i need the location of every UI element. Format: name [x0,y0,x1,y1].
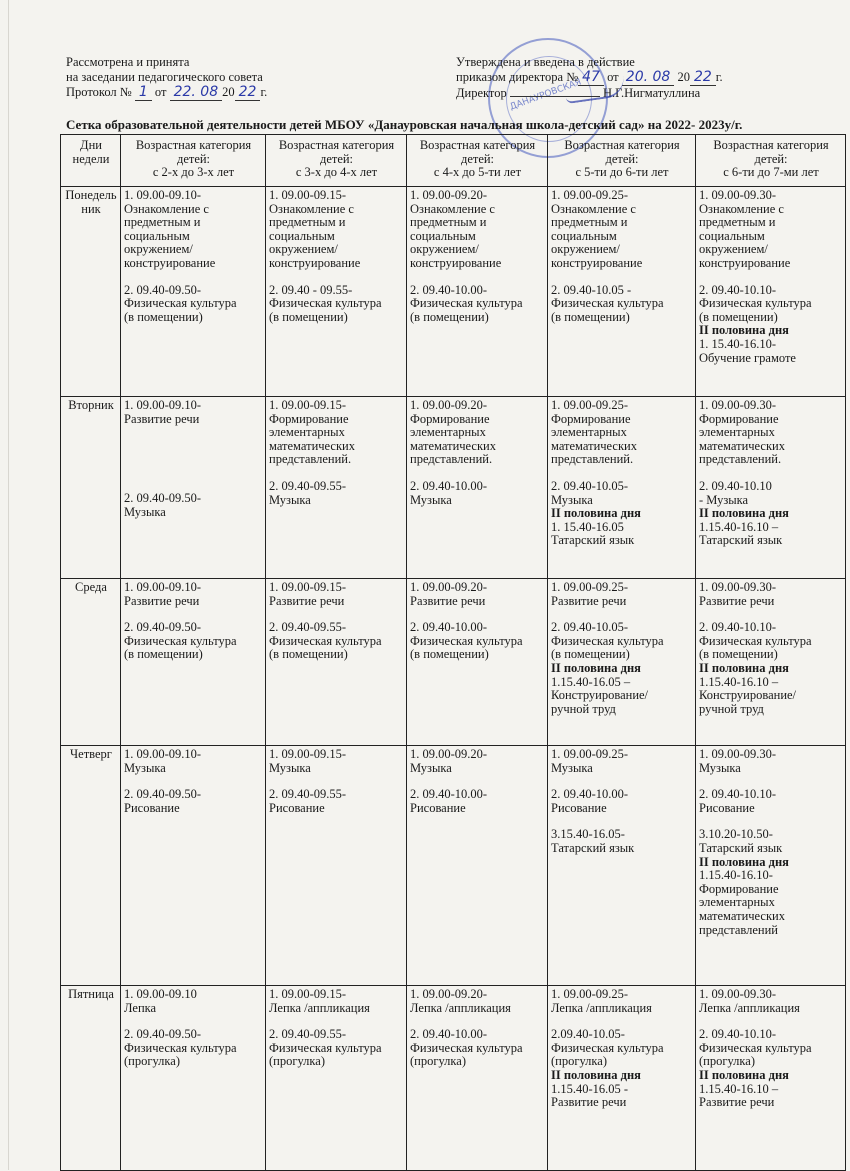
protocol-year: 22 [235,84,261,101]
cell-text-line: 1. 09.00-09.20- [410,747,488,761]
cell-text-line: 1. 15.40-16.10- [699,336,777,351]
cell-text-line: 1. 09.00-09.25- [551,398,629,412]
cell-text-line: 1. 09.00-09.25- [551,987,629,1001]
cell-text-line: 2. 09.40-10.05 - [551,282,632,297]
protocol-number: 1 [135,84,152,101]
cell-tue-5-6 [548,397,696,579]
cell-mon-6-7 [696,187,846,397]
col-header-age-3-4 [266,135,407,187]
protocol-line: Протокол № 1 от 22. 08 20 22 г. [66,84,268,100]
cell-text-line: 2. 09.40-09.50- [124,1027,202,1042]
cell-text-line: детей: [605,151,639,166]
cell-mon-4-5 [407,187,548,397]
cell-text-line: 3.15.40-16.05- [551,827,625,842]
cell-text-line: Музыка [410,760,452,775]
cell-wed-2-3 [121,579,266,746]
order-line: приказом директора № 47 от 20. 08 20 22 г. [456,69,723,85]
cell-text-line: Лепка /аппликация [699,1000,800,1015]
cell-text-line: Физическая культура [699,1040,812,1055]
table-row-friday [61,986,846,1171]
cell-fri-5-6 [548,986,696,1171]
cell-text-line: 3.10.20-10.50- [699,827,773,842]
cell-text-line: Конструирование/ [699,688,797,703]
cell-text-line: конструирование [699,255,791,270]
second-half-label: II половина дня [699,1067,789,1082]
cell-text-line: Физическая культура [410,296,523,311]
spacer [551,271,693,284]
cell-text-line: социальным [551,228,617,243]
cell-text-line: Физическая культура [699,296,812,311]
cell-text-line: Татарский язык [551,533,635,548]
cell-text-line: Лепка [124,1000,157,1015]
cell-text-line: 1. 09.00-09.30- [699,580,777,594]
col-header-age-5-6 [548,135,696,187]
cell-text-line: Развитие речи [551,593,627,608]
cell-text-line: 2. 09.40-10.00- [410,620,488,635]
cell-text-line: 2. 09.40-09.50- [124,787,202,802]
cell-text-line: представлений. [410,452,493,467]
cell-text-line: 2. 09.40-10.10- [699,1027,777,1042]
table-row-thursday [61,746,846,986]
cell-text-line: социальным [269,228,335,243]
cell-text-line: Формирование [410,411,490,426]
cell-text-line: 2. 09.40-09.50- [124,282,202,297]
cell-text-line: (в помещении) [551,309,630,324]
cell-text-line: Музыка [269,760,311,775]
cell-text-line: Формирование [551,411,631,426]
cell-text-line: 1. 09.00-09.20- [410,188,488,202]
second-half-label: II половина дня [699,660,789,675]
cell-text-line: (в помещении) [699,647,778,662]
day-wednesday: Среда [61,579,121,746]
cell-text-line: 2. 09.40-10.10- [699,282,777,297]
cell-text-line: 2. 09.40-10.00- [410,1027,488,1042]
cell-text-line: Физическая культура [551,1040,664,1055]
director-line: Директор Н.Г.Нигматуллина [456,86,701,100]
cell-wed-3-4 [266,579,407,746]
cell-text-line: 2. 09.40-10.00- [410,478,488,493]
approval-block-left [66,55,267,100]
cell-text-line: 2. 09.40-09.50- [124,620,202,635]
cell-text-line: Развитие речи [410,593,486,608]
cell-text-line: математических [699,908,785,923]
cell-text-line: представлений. [699,452,782,467]
cell-text-line: 1. 09.00-09.15- [269,398,347,412]
second-half-label: II половина дня [699,506,789,521]
header-row [61,135,846,187]
cell-text-line: 2. 09.40-10.10 [699,478,772,493]
cell-text-line: Музыка [124,760,166,775]
col-header-age-4-5 [407,135,548,187]
page-edge [8,0,9,1170]
cell-text-line: (в помещении) [269,309,348,324]
cell-fri-2-3 [121,986,266,1171]
schedule-table [60,134,846,1171]
cell-text-line: с 6-ти до 7-ми лет [723,165,819,180]
cell-text-line: математических [551,438,637,453]
cell-text-line: 1. 09.00-09.15- [269,987,347,1001]
cell-text-line: Рисование [124,800,180,815]
cell-text-line: конструирование [124,255,216,270]
cell-text-line: математических [410,438,496,453]
cell-tue-3-4 [266,397,407,579]
cell-thu-6-7 [696,746,846,986]
cell-text-line: (прогулка) [410,1054,467,1069]
cell-text-line: (в помещении) [269,647,348,662]
cell-text-line: Лепка /аппликация [410,1000,511,1015]
cell-mon-3-4 [266,187,407,397]
table-row-wednesday [61,579,846,746]
cell-tue-6-7 [696,397,846,579]
cell-text-line: 2. 09.40-09.55- [269,478,347,493]
approval-line-2: на заседании педагогического совета [66,70,263,84]
cell-text-line: окружением/ [269,242,338,257]
day-monday: Понедель ник [61,187,121,397]
spacer [699,271,843,284]
cell-text-line: Конструирование/ [551,688,649,703]
cell-text-line: Физическая культура [699,633,812,648]
cell-text-line: Лепка /аппликация [269,1000,370,1015]
cell-text-line: 1. 09.00-09.25- [551,580,629,594]
cell-text-line: 1. 09.00-09.15- [269,747,347,761]
cell-text-line: (прогулка) [699,1054,756,1069]
cell-text-line: с 4-х до 5-ти лет [433,165,522,180]
cell-text-line: 1. 09.00-09.30- [699,747,777,761]
cell-text-line: Формирование [269,411,349,426]
cell-text-line: окружением/ [124,242,193,257]
cell-text-line: Возрастная категория [713,138,829,152]
cell-tue-2-3 [121,397,266,579]
col-header-days [61,135,121,187]
cell-thu-2-3 [121,746,266,986]
spacer [124,426,263,466]
cell-text-line: элементарных [699,425,775,440]
cell-text-line: Физическая культура [410,633,523,648]
cell-text-line: элементарных [551,425,627,440]
cell-text-line: Развитие речи [124,593,200,608]
second-half-label: II половина дня [551,506,641,521]
order-number: 47 [578,69,604,86]
cell-text-line: ручной труд [551,701,616,716]
day-friday: Пятница [61,986,121,1171]
cell-text-line: Ознакомление с [124,201,209,216]
cell-text-line: 1.15.40-16.05 – [551,674,631,689]
cell-text-line: 2. 09.40-09.55- [269,787,347,802]
cell-mon-2-3 [121,187,266,397]
table-row-monday [61,187,846,397]
cell-text-line: 1. 09.00-09.30- [699,188,777,202]
cell-text-line: (в помещении) [699,309,778,324]
col-header-age-2-3 [121,135,266,187]
cell-text-line: детей: [460,151,495,166]
cell-text-line: социальным [699,228,765,243]
cell-text-line: Развитие речи [269,593,345,608]
cell-text-line: (прогулка) [551,1054,608,1069]
cell-text-line: Физическая культура [269,633,382,648]
cell-text-line: 1. 09.00-09.10- [124,398,202,412]
approval-line-1: Рассмотрена и принята [66,55,190,69]
cell-text-line: (в помещении) [410,309,489,324]
cell-text-line: Лепка /аппликация [551,1000,652,1015]
cell-text-line: Физическая культура [551,633,664,648]
cell-text-line: 1. 15.40-16.05 [551,519,624,534]
cell-text-line: 2. 09.40-10.00- [410,282,488,297]
spacer [410,271,545,284]
cell-text-line: 2. 09.40 - 09.55- [269,282,353,297]
spacer [124,466,263,492]
cell-text-line: Музыка [551,760,593,775]
cell-text-line: Ознакомление с [269,201,354,216]
cell-text-line: социальным [410,228,476,243]
cell-text-line: 1. 09.00-09.20- [410,580,488,594]
cell-text-line: Физическая культура [269,1040,382,1055]
cell-wed-5-6 [548,579,696,746]
cell-text-line: 1. 09.00-09.15- [269,580,347,594]
cell-text-line: (в помещении) [551,647,630,662]
cell-text-line: Музыка [124,504,166,519]
cell-text-line: Музыка [699,760,741,775]
cell-text-line: с 5-ти до 6-ти лет [575,165,669,180]
approved-line-1: Утверждена и введена в действие [456,55,635,69]
cell-text-line: Татарский язык [551,840,635,855]
cell-text-line: Физическая культура [124,633,237,648]
cell-text-line: детей: [176,151,211,166]
second-half-label: II половина дня [551,1067,641,1082]
cell-text-line: конструирование [269,255,361,270]
cell-text-line: Физическая культура [124,1040,237,1055]
cell-text-line: 1. 09.00-09.30- [699,987,777,1001]
cell-text-line: предметным и [410,215,487,230]
cell-text-line: предметным и [124,215,201,230]
cell-text-line: Ознакомление с [410,201,495,216]
cell-text-line: 1. 09.00-09.25- [551,747,629,761]
cell-text-line: Ознакомление с [551,201,636,216]
cell-text-line: Рисование [551,800,607,815]
cell-text-line: 2. 09.40-10.05- [551,620,629,635]
cell-text-line: математических [699,438,785,453]
day-tuesday: Вторник [61,397,121,579]
cell-text-line: 1. 09.00-09.20- [410,398,488,412]
cell-text-line: (прогулка) [269,1054,326,1069]
cell-text-line: 1.15.40-16.10 – [699,1081,779,1096]
cell-text-line: 1. 09.00-09.20- [410,987,488,1001]
second-half-label: II половина дня [551,660,641,675]
cell-text-line: Музыка [410,492,452,507]
cell-text-line: Возрастная категория [278,138,395,152]
cell-text-line: (в помещении) [410,647,489,662]
cell-text-line: 1.15.40-16.10 – [699,674,779,689]
order-year: 22 [690,69,716,86]
cell-text-line: Развитие речи [699,1095,775,1110]
cell-text-line: Физическая культура [551,296,664,311]
second-half-label: II половина дня [699,854,789,869]
stamp-text: ДАНАУРОВСКАЯ [508,77,583,113]
cell-text-line: предметным и [699,215,776,230]
cell-text-line: социальным [124,228,190,243]
cell-text-line: Возрастная категория [135,138,252,152]
cell-text-line: окружением/ [699,242,768,257]
cell-thu-3-4 [266,746,407,986]
cell-text-line: Рисование [410,800,466,815]
protocol-date: 22. 08 [170,84,223,101]
table-row-tuesday [61,397,846,579]
cell-text-line: 1. 09.00-09.10- [124,747,202,761]
cell-text-line: 2. 09.40-10.10- [699,620,777,635]
cell-text-line: представлений. [269,452,352,467]
cell-text-line: предметным и [269,215,346,230]
cell-text-line: - Музыка [699,492,749,507]
cell-wed-6-7 [696,579,846,746]
cell-text-line: окружением/ [551,242,620,257]
cell-text-line: детей: [319,151,354,166]
cell-text-line: 2.09.40-10.05- [551,1027,625,1042]
cell-text-line: с 2-х до 3-х лет [152,165,235,180]
cell-text-line: (в помещении) [124,647,203,662]
spacer [269,271,404,284]
cell-text-line: Формирование [699,411,779,426]
cell-text-line: представлений [699,922,778,937]
col-header-age-6-7 [696,135,846,187]
cell-text-line: представлений. [551,452,634,467]
director-name: Н.Г.Нигматуллина [602,86,701,100]
cell-text-line: 2. 09.40-09.55- [269,620,347,635]
cell-text-line: 1.15.40-16.10 – [699,519,779,534]
cell-text-line: 2. 09.40-10.05- [551,478,629,493]
cell-text-line: конструирование [551,255,643,270]
cell-text-line: Физическая культура [269,296,382,311]
cell-text-line: Ознакомление с [699,201,784,216]
cell-text-line: Развитие речи [124,411,200,426]
cell-thu-4-5 [407,746,548,986]
cell-fri-3-4 [266,986,407,1171]
cell-tue-4-5 [407,397,548,579]
cell-text-line: 2. 09.40-09.55- [269,1027,347,1042]
cell-text-line: 1. 09.00-09.10 [124,987,197,1001]
cell-text-line: Музыка [269,492,311,507]
cell-text-line: 1.15.40-16.10- [699,868,773,883]
cell-text-line: Рисование [699,800,755,815]
cell-text-line: Развитие речи [699,593,775,608]
cell-text-line: недели [72,151,110,166]
cell-text-line: 2. 09.40-10.10- [699,787,777,802]
cell-text-line: Татарский язык [699,533,783,548]
cell-text-line: ручной труд [699,701,764,716]
cell-text-line: Татарский язык [699,840,783,855]
cell-text-line: 2. 09.40-09.50- [124,491,202,506]
cell-text-line: (в помещении) [124,309,203,324]
cell-text-line: окружением/ [410,242,479,257]
cell-text-line: Формирование [699,881,779,896]
cell-text-line: элементарных [699,895,775,910]
cell-text-line: Физическая культура [124,296,237,311]
cell-fri-6-7 [696,986,846,1171]
cell-mon-5-6 [548,187,696,397]
cell-text-line: Возрастная категория [564,138,680,152]
cell-text-line: 2. 09.40-10.00- [551,787,629,802]
cell-text-line: предметным и [551,215,628,230]
cell-text-line: 1. 09.00-09.10- [124,580,202,594]
cell-text-line: Обучение грамоте [699,350,796,365]
cell-text-line: Музыка [551,492,593,507]
cell-text-line: 1. 09.00-09.10- [124,188,202,202]
cell-text-line: Дни [80,138,102,152]
cell-text-line: Рисование [269,800,325,815]
cell-thu-5-6 [548,746,696,986]
cell-text-line: элементарных [410,425,486,440]
cell-text-line: 1. 09.00-09.15- [269,188,347,202]
cell-text-line: конструирование [410,255,502,270]
cell-text-line: с 3-х до 4-х лет [295,165,378,180]
cell-text-line: Физическая культура [410,1040,523,1055]
cell-fri-4-5 [407,986,548,1171]
day-thursday: Четверг [61,746,121,986]
second-half-label: II половина дня [699,323,789,338]
document-title: Сетка образовательной деятельности детей МБОУ «Данауровская начальная школа-детский сад» на 2022- 2023у/г. [66,117,743,132]
order-date: 20. 08 [622,69,675,86]
cell-text-line: Развитие речи [551,1095,627,1110]
spacer [124,271,263,284]
cell-text-line: (прогулка) [124,1054,181,1069]
cell-text-line: 1. 09.00-09.25- [551,188,629,202]
cell-text-line: 2. 09.40-10.00- [410,787,488,802]
cell-text-line: 1.15.40-16.05 - [551,1081,629,1096]
cell-text-line: Возрастная категория [419,138,536,152]
cell-text-line: элементарных [269,425,345,440]
cell-text-line: 1. 09.00-09.30- [699,398,777,412]
cell-wed-4-5 [407,579,548,746]
cell-text-line: детей: [754,151,788,166]
cell-text-line: математических [269,438,355,453]
